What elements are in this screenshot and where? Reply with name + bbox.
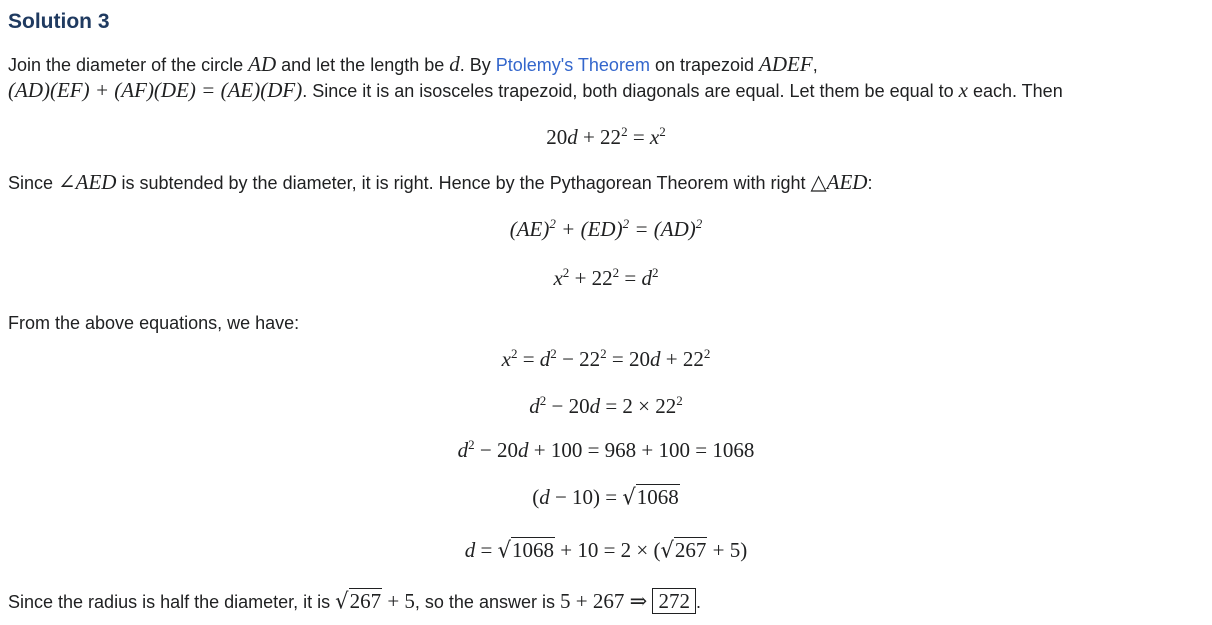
sqrt-1068: √1068: [622, 484, 679, 510]
text: is subtended by the diameter, it is right. Hence by the Pythagorean Theorem with right: [116, 173, 811, 193]
math-ptolemy-equation: (AD)(EF) + (AF)(DE) = (AE)(DF): [8, 78, 303, 102]
text: :: [867, 173, 873, 193]
sqrt-267: √267: [660, 537, 707, 563]
text: Since: [8, 173, 59, 193]
text: ,: [812, 55, 818, 75]
paragraph-answer: [8, 589, 701, 614]
text: Join the diameter of the circle: [8, 55, 249, 75]
equation-6: $d^2 - 20d + 100 = 968 + 100 = 1068$: [457, 436, 755, 462]
math-d: d: [449, 52, 460, 76]
paragraph-ptolemy-equation: [8, 78, 1063, 103]
equation-5: $d^2 - 20d = 2 \times 22^2$: [529, 392, 683, 418]
math-x: x: [958, 78, 968, 102]
math-angle-aed: ∠AED: [58, 170, 117, 194]
math-adef: ADEF: [759, 52, 813, 76]
text: each. Then: [967, 81, 1063, 101]
math-sum: 5 + 267 ⇒: [559, 589, 653, 613]
sqrt-267: √267: [335, 588, 382, 614]
paragraph-ptolemy-intro: [8, 52, 818, 77]
text: . Since it is an isosceles trapezoid, both diagonals are equal. Let them be equal to: [302, 81, 959, 101]
sqrt-1068: √1068: [497, 537, 554, 563]
equation-8: d = √1068 + 10 = 2 × (√267 + 5): [464, 537, 748, 563]
answer-box: 272: [652, 588, 696, 614]
ptolemys-theorem-link[interactable]: Ptolemy's Theorem: [495, 55, 650, 75]
paragraph-from-above: From the above equations, we have:: [8, 313, 300, 333]
text: Since the radius is half the diameter, it is: [8, 592, 336, 612]
text: and let the length be: [276, 55, 450, 75]
equation-4: $x^2 = d^2 - 22^2 = 20d + 22^2$: [501, 345, 711, 371]
text: .: [695, 592, 701, 612]
equation-1: $20d + 22^2 = x^2$: [546, 123, 666, 149]
equation-3: $x^2 + 22^2 = d^2$: [553, 264, 659, 290]
paragraph-right-angle: [8, 170, 873, 195]
math-ad: AD: [248, 52, 277, 76]
text: , so the answer is: [414, 592, 560, 612]
solution-heading: Solution 3: [8, 10, 110, 33]
math-plus-5: + 5: [382, 589, 415, 613]
text: . By: [459, 55, 496, 75]
text: on trapezoid: [649, 55, 760, 75]
math-triangle-aed: △AED: [810, 170, 868, 194]
equation-7: (d − 10) = √1068: [532, 484, 679, 510]
equation-2: (AE)$^2$ + (ED)$^2$ = (AD)$^2$: [509, 215, 703, 241]
